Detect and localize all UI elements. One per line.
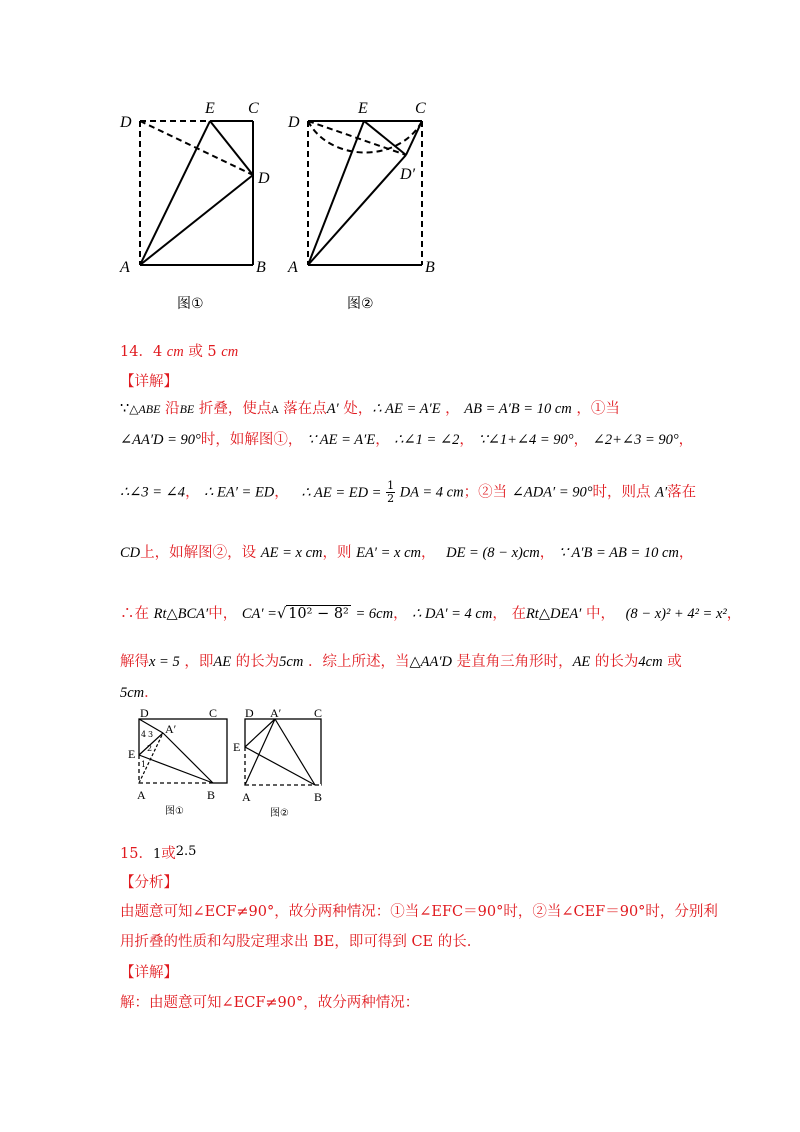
q15-analysis-label: 【分析】 bbox=[120, 875, 178, 891]
angle-2: 2 bbox=[147, 744, 153, 753]
angle-4: 4 bbox=[141, 730, 147, 739]
q15-analysis-line-2: 用折叠的性质和勾股定理求出 BE，即可得到 CE 的长. bbox=[120, 934, 472, 950]
label-A: A bbox=[137, 788, 146, 802]
solution-figure-2 bbox=[230, 705, 335, 825]
angle-1: 1 bbox=[141, 760, 147, 769]
label-C: C bbox=[248, 100, 259, 117]
label-B: B bbox=[314, 790, 323, 804]
label-D-prime: D bbox=[258, 170, 270, 187]
fraction-one-half: $\frac{1}{2}$ bbox=[387, 479, 395, 505]
q14-line-7: 5cm． bbox=[120, 685, 159, 701]
q14-line-1: ∵△ABE 沿BE 折叠，使点A 落在点A′ 处，∴ AE = A′E ， AB = A′B = 10 cm ，①当 bbox=[120, 401, 620, 417]
label-C: C bbox=[209, 706, 218, 720]
q14-line-2: ∠AA′D = 90°时，如解图①， ∵ AE = A′E， ∴∠1 = ∠2， ∵∠1+∠4 = 90°， ∠2+∠3 = 90°， bbox=[120, 432, 694, 448]
angle-3: 3 bbox=[148, 730, 154, 739]
q14-line-5: ∴在 Rt△BCA′中， CA′ =√ 10² − 8² = 6cm， ∴ DA′ = 4 cm， 在Rt△DEA′ 中， (8 − x)² + 4² = x²， bbox=[120, 606, 742, 622]
label-D-prime: D′ bbox=[400, 166, 416, 183]
solution-figure-1 bbox=[125, 705, 230, 820]
label-A: A bbox=[288, 259, 298, 276]
label-A: A bbox=[120, 259, 130, 276]
q15-analysis-line-1: 由题意可知∠ECF≠90°，故分两种情况：①当∠EFC＝90°时，②当∠CEF＝90°时，分别利 bbox=[120, 904, 718, 920]
fold-figure-2 bbox=[285, 95, 450, 325]
label-B: B bbox=[256, 259, 266, 276]
q14-line-4: CD上，如解图②，设 AE = x cm，则 EA′ = x cm， DE = (8 − x)cm， ∵ A′B = AB = 10 cm， bbox=[120, 545, 694, 561]
figure-caption: 图① bbox=[177, 296, 204, 312]
q14-line-6: 解得x = 5 ，即AE 的长为5cm ．综上所述，当△AA′D 是直角三角形时，AE 的长为4cm 或 bbox=[120, 654, 682, 670]
q15-detail-label: 【详解】 bbox=[120, 965, 178, 981]
label-B: B bbox=[425, 259, 435, 276]
label-B: B bbox=[207, 788, 216, 802]
figure-caption: 图② bbox=[270, 808, 289, 819]
figure-caption: 图① bbox=[165, 806, 184, 817]
q14-answer-header: 14．4 cm 或 5 cm bbox=[120, 344, 239, 360]
label-D: D bbox=[140, 706, 149, 720]
label-E: E bbox=[358, 100, 368, 117]
label-E: E bbox=[128, 747, 136, 761]
label-D: D bbox=[245, 706, 254, 720]
q14-detail-label: 【详解】 bbox=[120, 374, 178, 390]
label-D: D bbox=[120, 114, 132, 131]
q15-detail-line-1: 解：由题意可知∠ECF≠90°，故分两种情况： bbox=[120, 995, 420, 1011]
q14-line-3: ∴∠3 = ∠4， ∴ EA′ = ED， ∴ AE = ED = $\frac{1}{2}$ DA = 4 cm；②当 ∠ADA′ = 90°时，则点 A′落在 bbox=[120, 479, 697, 505]
label-A-prime: A′ bbox=[165, 722, 177, 736]
figure-caption: 图② bbox=[347, 296, 374, 312]
label-E: E bbox=[233, 740, 241, 754]
label-A-prime: A′ bbox=[270, 706, 282, 720]
label-A: A bbox=[242, 790, 251, 804]
label-C: C bbox=[415, 100, 426, 117]
q15-answer-header: 15．1或2.5 bbox=[120, 844, 197, 862]
fold-figure-1 bbox=[115, 95, 275, 325]
label-C: C bbox=[314, 706, 323, 720]
label-D: D bbox=[288, 114, 300, 131]
label-E: E bbox=[205, 100, 215, 117]
